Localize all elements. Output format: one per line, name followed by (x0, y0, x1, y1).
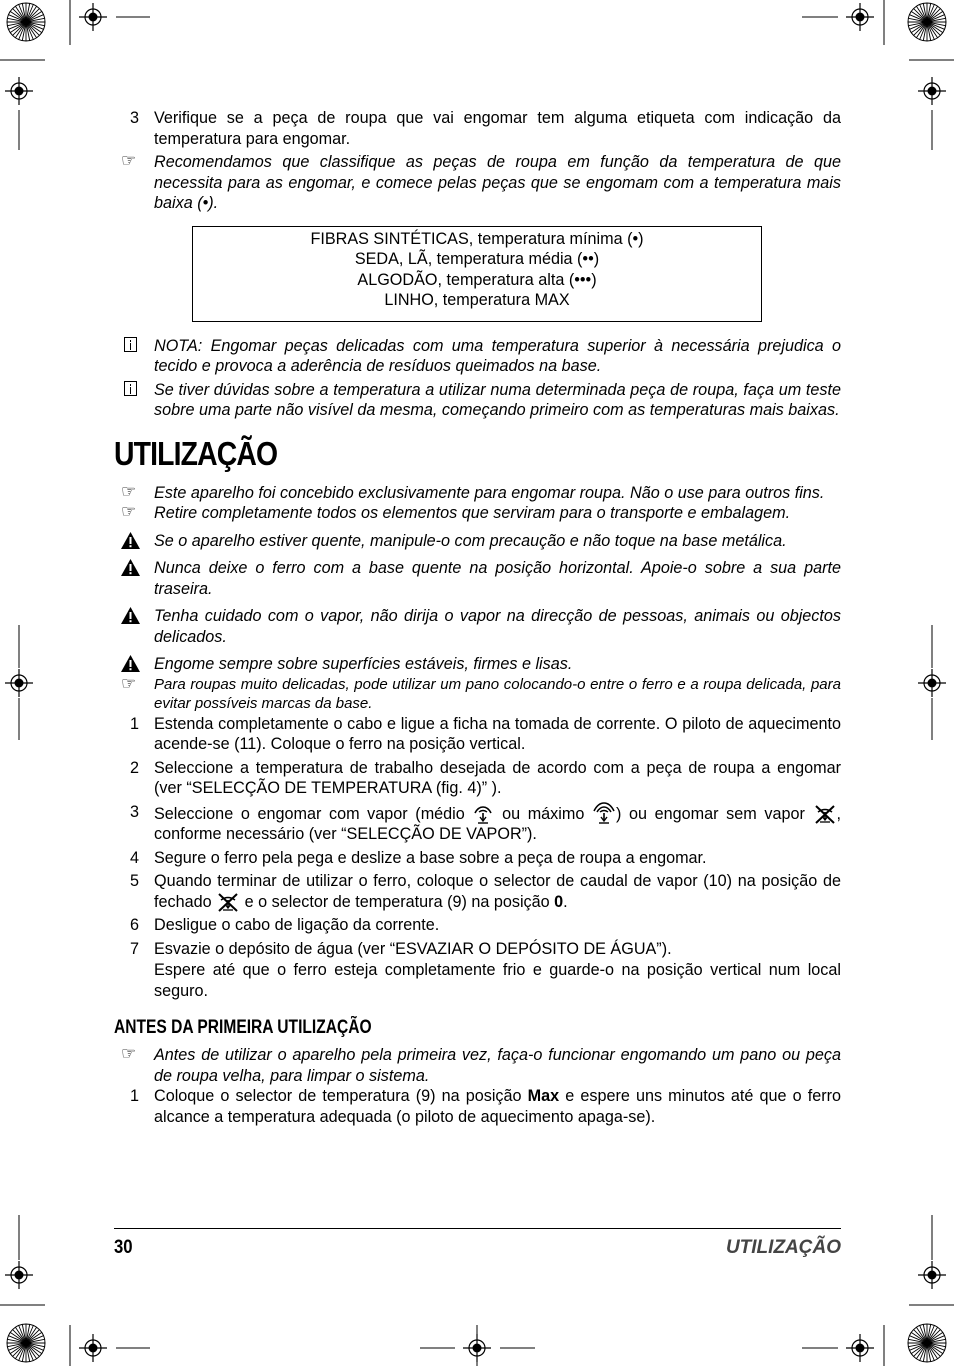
page-number: 30 (114, 1237, 133, 1258)
temperature-row: SEDA, LÃ, temperatura média (••) (354, 250, 600, 269)
step-text-part: Coloque o selector de temperatura (9) na posição (154, 1087, 522, 1106)
step-number: 3 (129, 802, 139, 821)
step-text (154, 1086, 841, 1127)
warning-triangle-icon (121, 559, 140, 576)
tip-item (114, 483, 841, 504)
temperature-row: FIBRAS SINTÉTICAS, temperatura mínima (•) (310, 229, 644, 248)
step-text (154, 871, 841, 912)
step-text-part: ) ou engomar sem vapor (616, 804, 805, 823)
no-steam-icon (813, 804, 837, 824)
step-text (154, 939, 841, 1002)
note-text: NOTA: Engomar peças delicadas com uma temperatura superior à necessária prejudica o tecido e provoca a aderência de resíduos queimados na base. (154, 336, 841, 376)
step-text-part: ou máximo (502, 804, 585, 823)
list-item (114, 758, 841, 799)
step-text-part: e o selector de temperatura (9) na posição (244, 892, 550, 911)
tip-item (114, 675, 841, 714)
tip-text: Antes de utilizar o aparelho pela primeira vez, faça-o funcionar engomando um pano ou peça de roupa velha, para limpar o sistema. (154, 1046, 841, 1085)
step-text-part: Quando terminar de utilizar o ferro, coloque o selector de caudal de vapor (10) na posição de fechado (154, 872, 841, 911)
warning-triangle-icon (121, 532, 140, 549)
steam-medium-icon (472, 804, 494, 824)
note-text: Se tiver dúvidas sobre a temperatura a utilizar numa determinada peça de roupa, faça um teste sobre uma parte não visível da mesma, começando primeiro com as temperaturas mais baixas. (154, 380, 841, 420)
step-text-part: . (563, 892, 568, 911)
tip-item (114, 503, 841, 524)
step-text-part: e espere uns minutos até que o ferro alcance a temperatura adequada (o piloto de aquecimento apaga-se). (154, 1087, 842, 1126)
section-heading: UTILIZAÇÃO (114, 434, 278, 472)
list-item (114, 108, 841, 149)
temperature-row: LINHO, temperatura MAX (384, 291, 570, 310)
list-item (114, 1086, 841, 1127)
tip-text: Retire completamente todos os elementos que serviram para o transporte e embalagem. (154, 504, 791, 523)
warning-item (114, 531, 841, 552)
step-text: Segure o ferro pela pega e deslize a base sobre a peça de roupa a engomar. (154, 848, 707, 867)
step-number: 1 (129, 714, 139, 733)
subsection-heading: ANTES DA PRIMEIRA UTILIZAÇÃO (114, 1017, 372, 1039)
info-icon (124, 337, 137, 352)
warning-triangle-icon (121, 655, 140, 672)
pointing-hand-icon: ☞ (121, 673, 137, 693)
warning-triangle-icon (121, 607, 140, 624)
list-item (114, 939, 841, 1002)
pointing-hand-icon: ☞ (121, 502, 137, 522)
step-number: 4 (129, 848, 139, 867)
footer-divider (114, 1228, 841, 1229)
list-item (114, 802, 841, 845)
footer-section-title: UTILIZAÇÃO (725, 1237, 841, 1258)
step-number: 5 (129, 872, 139, 891)
step-text (154, 802, 841, 845)
pointing-hand-icon: ☞ (121, 151, 137, 170)
tip-item (114, 1045, 841, 1086)
steam-max-icon (592, 802, 616, 824)
step-text: Desligue o cabo de ligação da corrente. (154, 916, 440, 935)
info-icon (124, 381, 137, 396)
step-number: 3 (129, 109, 139, 127)
step-text-bold: 0 (554, 892, 564, 911)
warning-text: Engome sempre sobre superfícies estáveis, firmes e lisas. (154, 655, 573, 674)
warning-item (114, 558, 841, 599)
tip-text: Recomendamos que classifique as peças de roupa em função da temperatura de que necessita para as engomar, e comece pelas peças que se engomam com a temperatura mais baixa (•). (154, 153, 841, 212)
temperature-table (192, 226, 762, 322)
pointing-hand-icon: ☞ (121, 481, 137, 501)
tip-text: Este aparelho foi concebido exclusivamente para engomar roupa. Não o use para outros fins. (154, 483, 825, 502)
step-number: 7 (129, 939, 139, 958)
step-text-part: Esvazie o depósito de água (ver “ESVAZIAR O DEPÓSITO DE ÁGUA”). (154, 939, 672, 958)
pointing-hand-icon: ☞ (121, 1044, 137, 1064)
step-text: Seleccione a temperatura de trabalho desejada de acordo com a peça de roupa a engomar (ver “SELECÇÃO DE TEMPERATURA (fig. 4)” ). (154, 758, 841, 798)
warning-item (114, 606, 841, 647)
step-text-part: , conforme necessário (ver “SELECÇÃO DE VAPOR”). (154, 804, 842, 844)
list-item (114, 848, 841, 869)
warning-text: Tenha cuidado com o vapor, não dirija o vapor na direcção de pessoas, animais ou objectos delicados. (154, 607, 841, 646)
temperature-row: ALGODÃO, temperatura alta (•••) (357, 270, 597, 289)
step-text: Verifique se a peça de roupa que vai engomar tem alguma etiqueta com indicação da temperatura para engomar. (154, 109, 841, 148)
step-number: 2 (129, 758, 139, 777)
tip-item (114, 152, 841, 214)
warning-item (114, 654, 841, 675)
step-text-part: Seleccione o engomar com vapor (médio (154, 804, 465, 823)
list-item (114, 871, 841, 912)
no-steam-icon (216, 892, 240, 912)
page-content (114, 108, 841, 1127)
step-text-bold: Max (527, 1087, 560, 1106)
step-number: 1 (129, 1087, 139, 1106)
step-number: 6 (129, 916, 139, 935)
list-item (114, 714, 841, 755)
warning-text: Nunca deixe o ferro com a base quente na posição horizontal. Apoie-o sobre a sua parte traseira. (154, 559, 841, 598)
warning-text: Se o aparelho estiver quente, manipule-o com precaução e não toque na base metálica. (154, 531, 787, 550)
step-text: Estenda completamente o cabo e ligue a ficha na tomada de corrente. O piloto de aquecimento acende-se (11). Coloque o ferro na posição vertical. (154, 714, 841, 754)
step-text-part: Espere até que o ferro esteja completamente frio e guarde-o na posição vertical num local seguro. (154, 961, 841, 1000)
note-item (114, 336, 841, 377)
tip-text: Para roupas muito delicadas, pode utilizar um pano colocando-o entre o ferro e a roupa delicada, para evitar possíveis marcas da base. (154, 675, 841, 713)
list-item (114, 915, 841, 936)
note-item (114, 380, 841, 421)
